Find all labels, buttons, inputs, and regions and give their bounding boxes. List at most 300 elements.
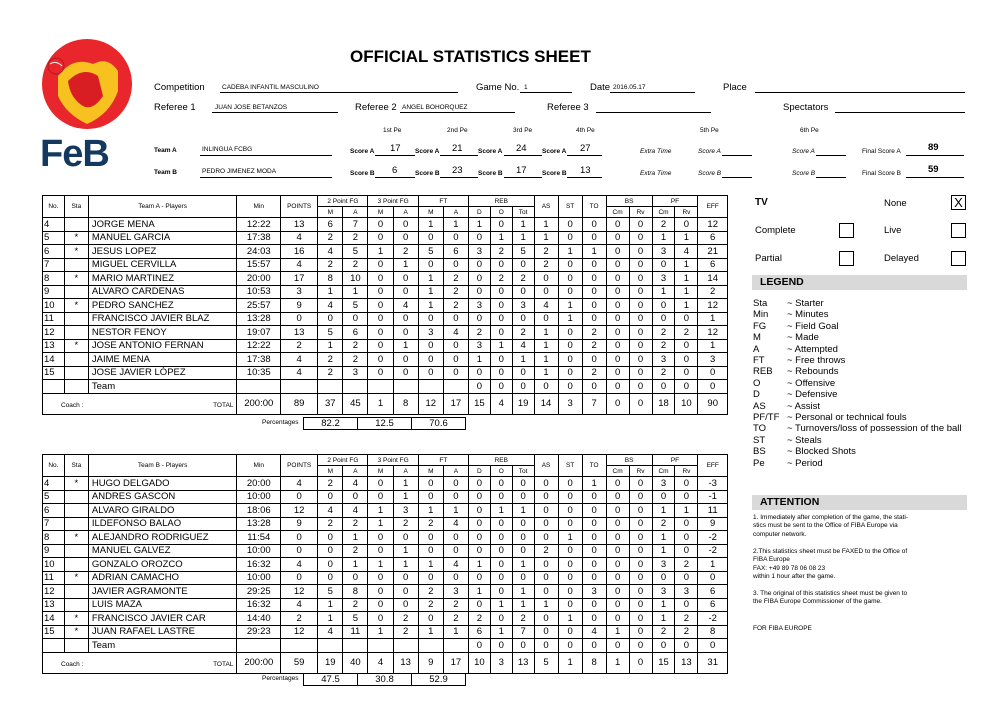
legend-desc: ~ Made [787, 332, 819, 344]
team-a-total-fg3a: 8 [393, 393, 418, 414]
team-b-cell-points: 2 [281, 612, 318, 626]
team-a-cell-fg2m: 0 [318, 312, 343, 326]
team-b-cell-min: 20:00 [237, 477, 281, 491]
col-bs-cm: Cm [606, 466, 629, 477]
team-a-cell-rebtot: 5 [512, 245, 534, 259]
team-b-cell-min: 10:00 [237, 544, 281, 558]
team-b-cell-no: 6 [43, 504, 65, 518]
team-a-cell-fg3a: 0 [393, 366, 418, 380]
team-a-cell-fta: 0 [443, 312, 468, 326]
attention-title: ATTENTION [752, 495, 967, 510]
team-a-cell-fg3a: 4 [393, 299, 418, 313]
score-a-label-6: Score A [792, 148, 815, 155]
team-a-cell-sta: * [64, 245, 88, 259]
team-a-cell-no: 6 [43, 245, 65, 259]
legend-abbr: Sta [753, 298, 768, 309]
team-b-cell-fg3a: 1 [393, 490, 418, 504]
team-a-cell-pfcm: 1 [652, 231, 675, 245]
referee3-line [596, 112, 711, 113]
team-a-total-ftm: 12 [418, 393, 443, 414]
team-a-player-row [43, 285, 728, 299]
team-a-cell-min: 17:38 [237, 231, 281, 245]
team-b-cell-sta [64, 639, 88, 653]
team-a-cell-fta: 0 [443, 258, 468, 272]
team-a-cell-eff: 12 [698, 299, 728, 313]
score-a-3: 24 [516, 143, 527, 154]
team-a-pct-fg3: 12.5 [358, 418, 412, 430]
team-a-total-fg2a: 45 [343, 393, 368, 414]
team-a-cell-fta: 0 [443, 339, 468, 353]
team-a-cell-as: 2 [534, 245, 558, 259]
team-b-cell-min: 29:23 [237, 625, 281, 639]
team-a-cell-st: 0 [558, 339, 582, 353]
col-fg2-m: M [318, 207, 343, 218]
team-a-cell-ftm: 0 [418, 366, 443, 380]
team-b-cell-rebo: 0 [490, 571, 512, 585]
team-b-cell-as: 0 [534, 571, 558, 585]
team-a-cell-fg2m [318, 380, 343, 394]
team-a-cell-as: 0 [534, 312, 558, 326]
team-a-cell-rebo: 1 [490, 231, 512, 245]
team-a-total-rebd: 15 [468, 393, 490, 414]
team-b-total-min: 200:00 [237, 652, 281, 673]
final-score-b-line [906, 177, 964, 178]
team-a-cell-rebd: 0 [468, 285, 490, 299]
legend-abbr: REB [753, 366, 773, 378]
team-b-total-bsrv: 0 [629, 652, 652, 673]
team-b-cell-to: 0 [582, 544, 606, 558]
legend-abbr: Min [753, 309, 769, 321]
team-a-cell-sta [64, 326, 88, 340]
score-b-label-1: Score B [350, 170, 375, 177]
team-a-cell-pfrv: 4 [675, 245, 698, 259]
team-b-cell-rebtot: 1 [512, 598, 534, 612]
team-b-player-row [43, 477, 728, 491]
team-a-player-row [43, 326, 728, 340]
team-b-cell-pfrv: 2 [675, 625, 698, 639]
team-b-pct-fg3: 30.8 [358, 674, 412, 686]
team-a-cell-to: 2 [582, 326, 606, 340]
attention-line: stics must be sent to the Office of FIBA Europe via [753, 522, 898, 530]
col-pf-rv: Rv [675, 207, 698, 218]
team-b-cell-pfrv: 2 [675, 612, 698, 626]
team-b-cell-st: 0 [558, 517, 582, 531]
team-a-cell-fta: 2 [443, 285, 468, 299]
team-a-cell-bsrv: 0 [629, 366, 652, 380]
team-a-cell-fg2m: 6 [318, 218, 343, 232]
team-b-cell-as: 0 [534, 558, 558, 572]
score-a-label-5: Score A [698, 148, 721, 155]
team-a-cell-rebo: 0 [490, 285, 512, 299]
feb-logo-text: FeB [40, 133, 109, 175]
team-a-total-as: 14 [534, 393, 558, 414]
team-a-cell-fta: 0 [443, 231, 468, 245]
team-a-cell-fg2m: 4 [318, 299, 343, 313]
team-b-cell-sta [64, 585, 88, 599]
tv-partial-checkbox[interactable] [839, 251, 854, 266]
col-no: No. [43, 196, 65, 218]
team-a-cell-rebd: 0 [468, 258, 490, 272]
team-a-cell-eff: 3 [698, 353, 728, 367]
team-b-total-st: 1 [558, 652, 582, 673]
team-a-cell-bsrv: 0 [629, 339, 652, 353]
place-label: Place [723, 82, 747, 93]
team-a-cell-bsrv: 0 [629, 299, 652, 313]
team-a-cell-rebtot: 1 [512, 353, 534, 367]
team-b-cell-fta: 3 [443, 585, 468, 599]
team-b-cell-sta [64, 558, 88, 572]
team-b-cell-rebd: 6 [468, 625, 490, 639]
team-b-cell-points: 12 [281, 504, 318, 518]
team-a-cell-bsrv: 0 [629, 353, 652, 367]
team-b-cell-fg2a: 2 [343, 517, 368, 531]
legend-desc: ~ Rebounds [787, 366, 839, 378]
team-b-cell-points: 0 [281, 531, 318, 545]
score-a-line-2 [440, 155, 478, 156]
final-score-a-label: Final Score A [862, 148, 901, 155]
legend-abbr: Pe [753, 457, 765, 469]
team-a-cell-pfcm: 0 [652, 380, 675, 394]
referee1-value: JUAN JOSE BETANZOS [215, 104, 288, 111]
team-a-cell-min: 25:57 [237, 299, 281, 313]
team-a-cell-ftm: 0 [418, 258, 443, 272]
col-st: ST [558, 196, 582, 218]
team-b-cell-rebd: 0 [468, 639, 490, 653]
team-b-cell-rebd: 0 [468, 598, 490, 612]
team-b-cell-no: 11 [43, 571, 65, 585]
team-b-header-row [43, 455, 728, 466]
team-a-cell-points: 9 [281, 299, 318, 313]
team-a-cell-fg2a: 5 [343, 245, 368, 259]
team-a-cell-bsrv: 0 [629, 258, 652, 272]
team-b-cell-ftm: 1 [418, 625, 443, 639]
team-b-cell-as: 0 [534, 477, 558, 491]
team-a-cell-fg2m: 1 [318, 285, 343, 299]
team-a-cell-rebd: 3 [468, 245, 490, 259]
team-a-cell-min: 15:57 [237, 258, 281, 272]
team-a-cell-name: MANUEL GARCIA [88, 231, 237, 245]
team-b-cell-sta [64, 598, 88, 612]
team-a-stats-table [42, 195, 728, 415]
team-b-cell-pfrv: 0 [675, 571, 698, 585]
team-a-cell-no: 7 [43, 258, 65, 272]
team-a-player-row [43, 299, 728, 313]
col-fg2-a: A [343, 207, 368, 218]
team-a-player-row [43, 258, 728, 272]
team-b-cell-pfcm: 2 [652, 517, 675, 531]
tv-label: TV [755, 197, 768, 208]
col-fg3-m: M [368, 466, 393, 477]
team-b-cell-no: 15 [43, 625, 65, 639]
team-b-total-rebo: 3 [490, 652, 512, 673]
team-a-cell-fg3a: 1 [393, 339, 418, 353]
team-b-cell-pfcm: 0 [652, 571, 675, 585]
team-a-cell-pfrv: 1 [675, 299, 698, 313]
team-a-cell-sta: * [64, 272, 88, 286]
team-b-cell-fta: 0 [443, 477, 468, 491]
team-b-cell-sta [64, 504, 88, 518]
col-no: No. [43, 455, 65, 477]
team-a-cell-pfrv: 0 [675, 339, 698, 353]
team-a-cell-to: 0 [582, 380, 606, 394]
team-a-cell-as: 0 [534, 285, 558, 299]
score-a-line-5 [722, 155, 752, 156]
team-b-cell-no: 9 [43, 544, 65, 558]
team-b-cell-fta: 2 [443, 612, 468, 626]
col-to: TO [582, 196, 606, 218]
team-a-cell-eff: 0 [698, 366, 728, 380]
team-a-cell-to: 0 [582, 218, 606, 232]
team-a-cell-pfcm: 2 [652, 218, 675, 232]
team-b-cell-st: 0 [558, 477, 582, 491]
team-a-cell-sta [64, 353, 88, 367]
legend-abbr: FT [753, 355, 765, 366]
col-fg3-a: A [393, 466, 418, 477]
team-a-cell-fg2a [343, 380, 368, 394]
team-a-cell-no: 10 [43, 299, 65, 313]
team-a-cell-fta: 1 [443, 218, 468, 232]
team-b-cell-rebtot: 0 [512, 544, 534, 558]
final-score-a: 89 [928, 142, 939, 153]
legend-desc: ~ Turnovers/loss of possession of the ball [787, 423, 962, 435]
team-a-cell-bscm: 0 [606, 231, 629, 245]
team-b-cell-rebtot: 1 [512, 585, 534, 599]
team-b-cell-to: 0 [582, 612, 606, 626]
team-b-cell-as: 0 [534, 585, 558, 599]
referee2-value: ANGEL BOHORQUEZ [402, 104, 468, 111]
competition-line [220, 92, 458, 93]
team-a-cell-bscm: 0 [606, 353, 629, 367]
team-b-cell-no [43, 639, 65, 653]
team-b-cell-pfcm: 2 [652, 625, 675, 639]
team-b-cell-points: 0 [281, 490, 318, 504]
team-b-cell-rebd: 1 [468, 585, 490, 599]
team-a-total-points: 89 [281, 393, 318, 414]
team-b-total-ftm: 9 [418, 652, 443, 673]
team-a-cell-eff: 0 [698, 380, 728, 394]
team-b-cell-fg2a: 2 [343, 544, 368, 558]
team-b-cell-rebtot: 0 [512, 517, 534, 531]
team-a-cell-as: 1 [534, 231, 558, 245]
team-a-cell-sta [64, 258, 88, 272]
team-b-cell-bsrv: 0 [629, 531, 652, 545]
team-b-cell-min: 14:40 [237, 612, 281, 626]
team-b-cell-sta: * [64, 612, 88, 626]
team-a-player-row [43, 231, 728, 245]
team-b-cell-bsrv: 0 [629, 625, 652, 639]
team-b-cell-fg2a: 0 [343, 490, 368, 504]
team-b-total-fg3a: 13 [393, 652, 418, 673]
team-b-cell-fg3a: 0 [393, 585, 418, 599]
team-b-cell-rebd: 0 [468, 477, 490, 491]
team-a-cell-eff: 2 [698, 285, 728, 299]
team-b-cell-name: JAVIER AGRAMONTE [88, 585, 237, 599]
team-a-cell-fg3m: 0 [368, 272, 393, 286]
team-b-cell-fg3a: 2 [393, 612, 418, 626]
team-a-cell-to: 0 [582, 353, 606, 367]
team-b-stats-table [42, 454, 728, 674]
score-b-line-2 [440, 177, 478, 178]
team-a-cell-points: 0 [281, 312, 318, 326]
team-b-cell-st: 0 [558, 625, 582, 639]
tv-none-checkbox[interactable]: X [951, 195, 966, 210]
extra-time-b-label: Extra Time [640, 170, 672, 177]
team-a-cell-name: NESTOR FENOY [88, 326, 237, 340]
team-b-cell-fta: 0 [443, 490, 468, 504]
team-a-total-bsrv: 0 [629, 393, 652, 414]
team-a-cell-fta: 2 [443, 272, 468, 286]
game-no-label: Game No. [476, 82, 520, 93]
team-a-cell-name: MARIO MARTINEZ [88, 272, 237, 286]
team-b-player-row [43, 544, 728, 558]
team-b-cell-eff: -2 [698, 612, 728, 626]
team-a-cell-st: 0 [558, 272, 582, 286]
attention-line: 3. The original of this statistics sheet must be given to [753, 590, 908, 598]
score-b-line-1 [375, 177, 415, 178]
team-b-cell-fg2m: 0 [318, 558, 343, 572]
legend-abbr: AS [753, 400, 766, 412]
team-a-cell-rebo: 0 [490, 218, 512, 232]
team-b-total-rebtot: 13 [512, 652, 534, 673]
team-a-cell-min: 13:28 [237, 312, 281, 326]
legend-desc: ~ Free throws [787, 355, 846, 366]
team-a-cell-no: 15 [43, 366, 65, 380]
team-b-cell-fg3m: 0 [368, 477, 393, 491]
team-b-cell-eff: -2 [698, 531, 728, 545]
legend-desc: ~ Starter [787, 298, 824, 309]
team-a-cell-points: 2 [281, 339, 318, 353]
team-b-cell-pfcm: 1 [652, 612, 675, 626]
referee3-label: Referee 3 [547, 102, 589, 113]
team-a-cell-fg2m: 2 [318, 353, 343, 367]
score-b-label-2: Score B [415, 170, 440, 177]
team-b-cell-fta: 1 [443, 625, 468, 639]
team-a-cell-bscm: 0 [606, 339, 629, 353]
score-a-1: 17 [390, 143, 401, 154]
team-b-cell-rebd: 1 [468, 558, 490, 572]
team-b-cell-bsrv: 0 [629, 477, 652, 491]
team-a-cell-fg3a: 0 [393, 326, 418, 340]
team-b-cell-sta: * [64, 477, 88, 491]
team-b-cell-bsrv: 0 [629, 585, 652, 599]
team-b-cell-rebtot: 0 [512, 490, 534, 504]
team-b-cell-fg2a: 4 [343, 504, 368, 518]
team-b-cell-fg3m: 0 [368, 571, 393, 585]
team-a-cell-rebd: 2 [468, 326, 490, 340]
col-reb: REB [468, 196, 534, 207]
score-a-line-1 [375, 155, 415, 156]
team-a-cell-fg2a: 2 [343, 353, 368, 367]
legend-title: LEGEND [752, 275, 967, 290]
team-a-cell-ftm: 0 [418, 231, 443, 245]
team-a-cell-fg3a: 0 [393, 312, 418, 326]
team-a-total-label: TOTAL [213, 401, 234, 409]
tv-complete-checkbox[interactable] [839, 223, 854, 238]
col-reb: REB [468, 455, 534, 466]
team-b-cell-pfrv: 0 [675, 517, 698, 531]
team-b-cell-bscm: 0 [606, 504, 629, 518]
team-b-cell-name: JUAN RAFAEL LASTRE [88, 625, 237, 639]
team-b-cell-pfrv: 0 [675, 477, 698, 491]
team-a-cell-fg2a: 1 [343, 285, 368, 299]
team-b-player-row [43, 531, 728, 545]
team-b-cell-eff: -1 [698, 490, 728, 504]
team-b-cell-fg2m: 4 [318, 504, 343, 518]
tv-delayed-checkbox[interactable] [951, 251, 966, 266]
team-a-cell-to: 0 [582, 312, 606, 326]
team-a-cell-fg3a: 0 [393, 218, 418, 232]
team-a-cell-fg3m: 0 [368, 326, 393, 340]
team-b-cell-name: Team [88, 639, 237, 653]
team-b-total-bscm: 1 [606, 652, 629, 673]
team-a-cell-points: 17 [281, 272, 318, 286]
team-b-cell-to: 0 [582, 571, 606, 585]
team-a-pct-ft: 70.6 [412, 418, 466, 430]
team-b-cell-min: 13:28 [237, 517, 281, 531]
col-bs: BS [606, 196, 652, 207]
team-a-total-fta: 17 [443, 393, 468, 414]
team-b-percentages-label: Percentages [262, 675, 299, 682]
team-a-cell-fg3m: 0 [368, 258, 393, 272]
team-a-cell-fg2a: 2 [343, 258, 368, 272]
team-a-percentages [303, 417, 466, 430]
team-b-cell-fg2a: 0 [343, 571, 368, 585]
team-b-cell-ftm: 2 [418, 517, 443, 531]
tv-live-checkbox[interactable] [951, 223, 966, 238]
team-a-cell-fg2a: 0 [343, 312, 368, 326]
team-b-cell-ftm: 2 [418, 598, 443, 612]
team-a-cell-rebtot: 1 [512, 218, 534, 232]
tv-delayed-label: Delayed [884, 253, 919, 264]
team-b-cell-bscm: 0 [606, 612, 629, 626]
team-b-cell-min: 18:06 [237, 504, 281, 518]
legend-abbr: M [753, 332, 761, 344]
team-b-cell-fg2m: 1 [318, 612, 343, 626]
team-a-cell-pfcm: 0 [652, 299, 675, 313]
team-b-cell-rebo: 0 [490, 639, 512, 653]
team-a-label: Team A [154, 147, 177, 154]
team-a-cell-fg3a: 2 [393, 245, 418, 259]
score-b-4: 13 [580, 165, 591, 176]
team-b-cell-pfrv: 2 [675, 558, 698, 572]
team-b-cell-fg3m [368, 639, 393, 653]
team-b-player-row [43, 504, 728, 518]
team-b-cell-ftm: 0 [418, 531, 443, 545]
team-a-total-eff: 90 [698, 393, 728, 414]
team-b-cell-ftm: 0 [418, 477, 443, 491]
team-a-cell-fta: 0 [443, 366, 468, 380]
legend-abbr: BS [753, 446, 766, 458]
team-b-cell-bsrv: 0 [629, 598, 652, 612]
team-b-cell-ftm [418, 639, 443, 653]
team-a-cell-sta [64, 218, 88, 232]
legend-desc: ~ Offensive [787, 377, 836, 389]
legend-abbr: TO [753, 423, 767, 435]
team-b-coach-label: Coach : [61, 660, 84, 668]
col-ft-a: A [443, 207, 468, 218]
team-b-cell-pfrv: 0 [675, 544, 698, 558]
team-a-cell-rebtot: 2 [512, 326, 534, 340]
team-b-cell-fg2m: 0 [318, 544, 343, 558]
team-b-cell-to: 0 [582, 517, 606, 531]
team-b-cell-bscm: 1 [606, 625, 629, 639]
attention-line: FIBA Europe [753, 556, 790, 564]
team-b-cell-points: 4 [281, 598, 318, 612]
team-b-cell-st: 0 [558, 504, 582, 518]
team-a-cell-sta [64, 366, 88, 380]
team-a-cell-pfrv: 0 [675, 312, 698, 326]
team-a-player-row [43, 339, 728, 353]
